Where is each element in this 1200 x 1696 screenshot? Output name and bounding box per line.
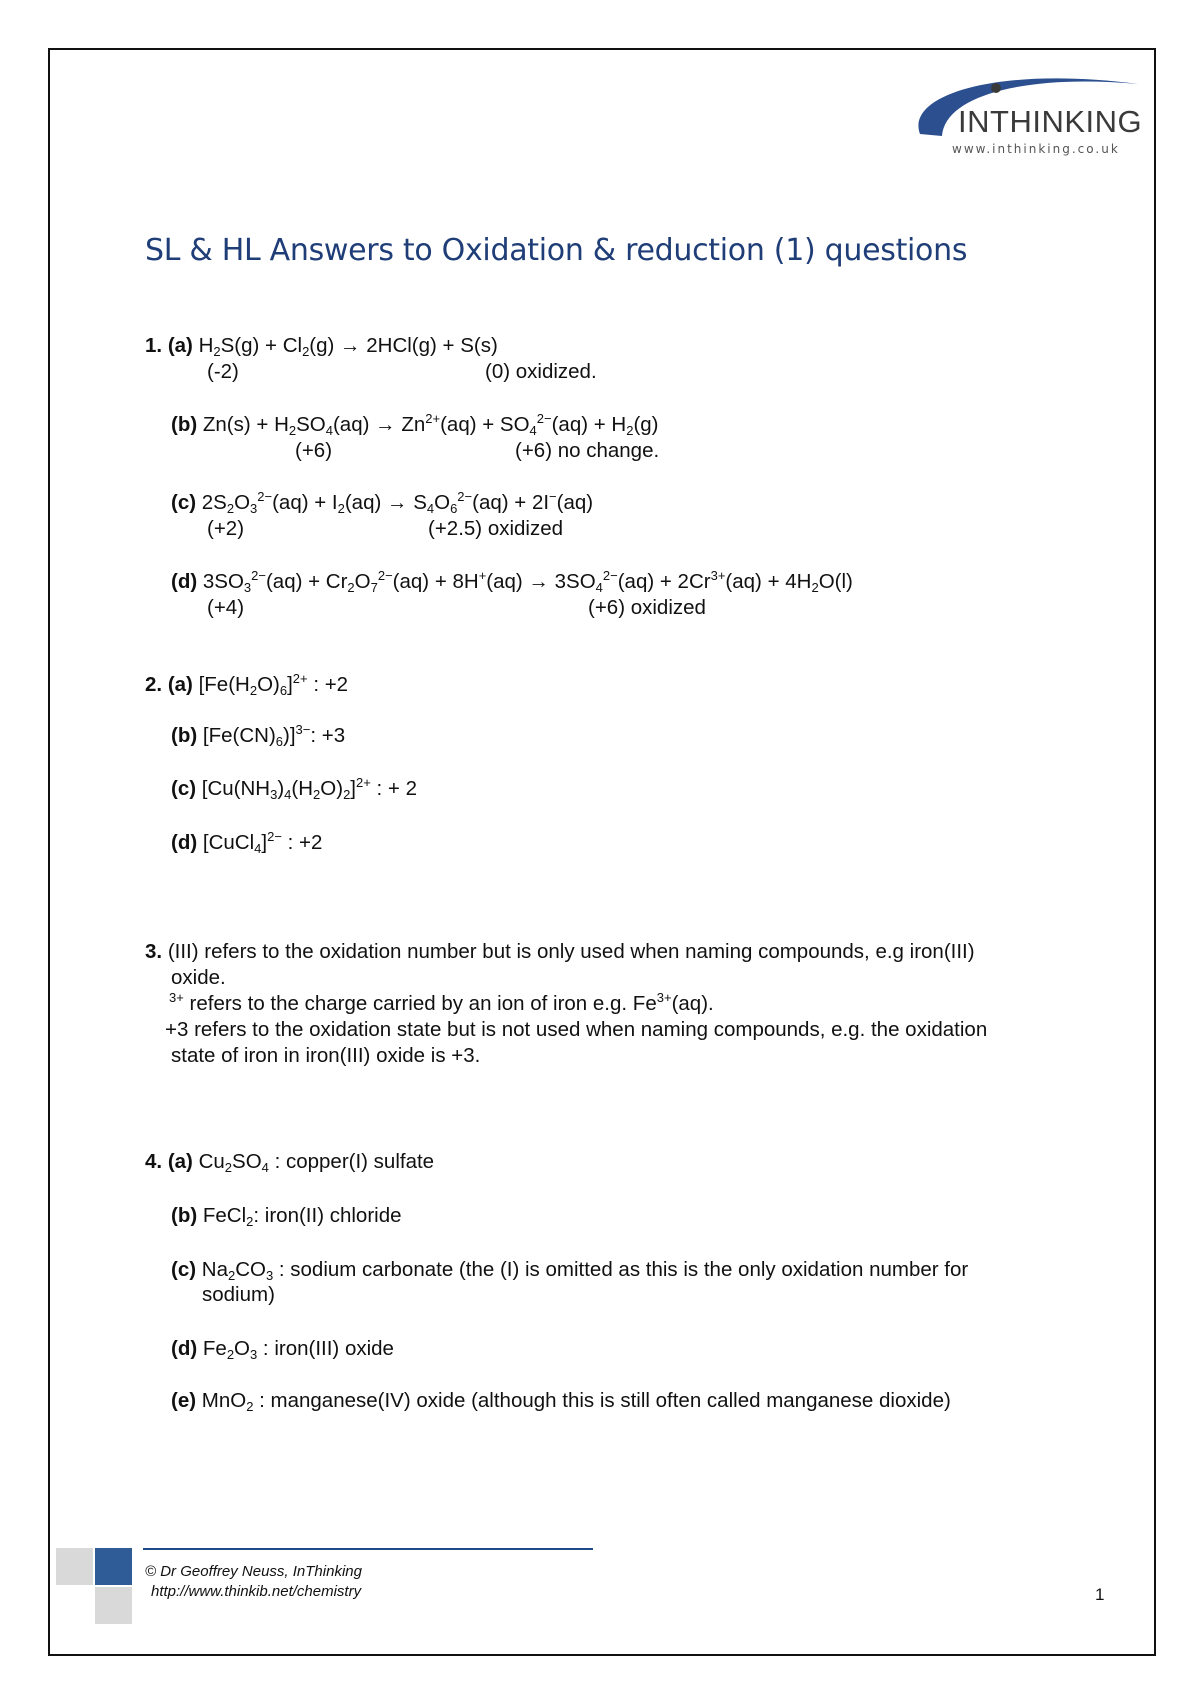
q4d-answer: (d) $Fe_2O_3$ : iron(III) oxide (171, 1337, 394, 1362)
q1d-equation: (d) $3SO_3^{2-}(aq) + Cr_2O_7^{2-}(aq) + 8H^+(aq) \to 3SO_4^{2-}(aq) + 2Cr^{3+}(aq) + 4H_2O(l)$ (171, 568, 853, 595)
q1d-ox-right: (+6) oxidized (588, 596, 706, 619)
q2c-answer: (c) $[Cu(NH_3)_4(H_2O)_2]^{2+}$ : + 2 (171, 775, 417, 802)
q1a-ox-right: (0) oxidized. (485, 360, 597, 383)
page-number: 1 (1095, 1585, 1105, 1604)
q2a-answer: 2. (a) $[Fe(H_2O)_6]^{2+}$ : +2 (145, 671, 349, 698)
footer-url[interactable]: http://www.thinkib.net/chemistry (151, 1583, 362, 1600)
footer-author: © Dr Geoffrey Neuss, InThinking (145, 1563, 362, 1580)
footer-squares-graphic (56, 1548, 132, 1624)
logo-wordmark: INTHINKING (958, 104, 1143, 139)
q1a-equation: 1. (a) $H_2S(g) + Cl_2(g) \to 2HCl(g) + S(s)$ (145, 334, 498, 359)
q2d-answer: (d) [CuCl$_4$]$^{2-}$ : +2 (171, 829, 323, 856)
q4c-answer: (c) $Na_2CO_3$ : sodium carbonate (the (I) is omitted as this is the only oxidation number for (171, 1258, 969, 1283)
footer-credit (145, 1562, 362, 1602)
q1b-ox-left: (+6) (295, 439, 333, 462)
q4b-answer: (b) FeCl$_2$: iron(II) chloride (171, 1204, 402, 1229)
q2b-answer: (b) $[Fe(CN)_6)]^{3-}$: +3 (171, 722, 346, 749)
q3-line5: state of iron in iron(III) oxide is +3. (171, 1044, 481, 1067)
q3-line3: $^{3+}$ refers to the charge carried by an ion of iron e.g. $Fe^{3+}(aq)$. (169, 990, 714, 1015)
q1c-ox-right: (+2.5) oxidized (428, 517, 564, 540)
q3-line1: 3. (III) refers to the oxidation number but is only used when naming compounds, e.g iron(III) (145, 940, 975, 963)
q1b-equation: (b) $Zn(s) + H_2SO_4(aq) \to Zn^{2+}(aq) + SO_4^{2-}(aq) + H_2(g)$ (171, 411, 659, 438)
logo-url: www.inthinking.co.uk (952, 142, 1120, 156)
q4a-answer: 4. (a) $Cu_2SO_4$ : copper(I) sulfate (145, 1150, 435, 1175)
q4e-answer: (e) MnO$_2$ : manganese(IV) oxide (although this is still often called manganese dioxide) (171, 1389, 951, 1414)
q3-line4: +3 refers to the oxidation state but is not used when naming compounds, e.g. the oxidation (165, 1018, 988, 1041)
q4c-answer-cont: sodium) (202, 1283, 275, 1306)
inthinking-logo (900, 64, 1143, 164)
q1a-ox-left: (-2) (207, 360, 239, 383)
q3-line2: oxide. (171, 966, 226, 989)
q1b-ox-right: (+6) no change. (515, 439, 660, 462)
page-title: SL & HL Answers to Oxidation & reduction (1) questions (145, 233, 968, 268)
footer-divider (143, 1548, 593, 1550)
q1c-ox-left: (+2) (207, 517, 245, 540)
q1d-ox-left: (+4) (207, 596, 245, 619)
q1c-equation: (c) $2S_2O_3^{2-}(aq) + I_2(aq) \to S_4O_6^{2-}(aq) + 2I^-(aq)$ (171, 489, 594, 516)
